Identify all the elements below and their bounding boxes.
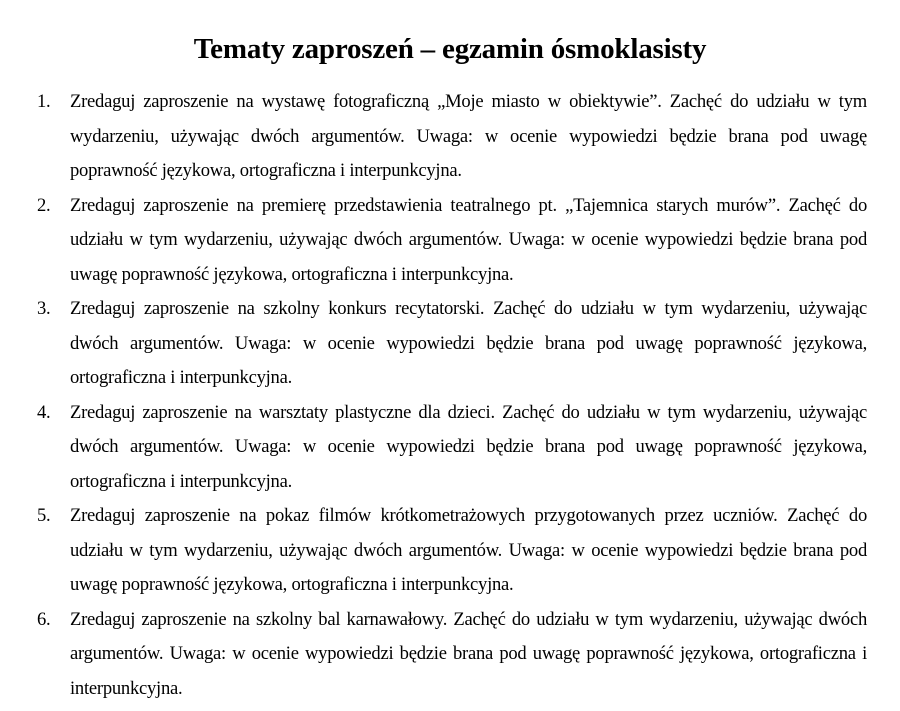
topic-item: [37, 499, 867, 603]
document-title: Tematy zaproszeń – egzamin ósmoklasisty: [193, 33, 707, 65]
topic-number: 3.: [37, 298, 51, 319]
topic-text: Zredaguj zaproszenie na warsztaty plastyczne dla dzieci. Zachęć do udziału w tym wydarzeniu, używając dwóch argumentów. Uwaga: w ocenie wypowiedzi będzie brana pod uwagę poprawność językowa, ortograficzna i interpunkcyjna.: [70, 401, 867, 492]
topic-text: Zredaguj zaproszenie na szkolny bal karnawałowy. Zachęć do udziału w tym wydarzeniu, używając dwóch argumentów. Uwaga: w ocenie wypowiedzi będzie brana pod uwagę poprawność językowa, ortograficzna i interpunkcyjna.: [70, 608, 867, 699]
topic-text: Zredaguj zaproszenie na szkolny konkurs recytatorski. Zachęć do udziału w tym wydarzeniu, używając dwóch argumentów. Uwaga: w ocenie wypowiedzi będzie brana pod uwagę poprawność językowa, ortograficzna i interpunkcyjna.: [70, 298, 867, 388]
topic-number: 4.: [37, 401, 51, 423]
topic-number: 1.: [37, 91, 51, 112]
topic-number: 2.: [37, 194, 51, 216]
topic-item: [37, 189, 867, 293]
topic-text: Zredaguj zaproszenie na pokaz filmów krótkometrażowych przygotowanych przez uczniów. Zachęć do udziału w tym wydarzeniu, używając dwóch argumentów. Uwaga: w ocenie wypowiedzi będzie brana pod uwagę poprawność językowa, ortograficzna i interpunkcyjna.: [70, 505, 867, 595]
topic-item: [37, 603, 867, 707]
topic-text: Zredaguj zaproszenie na premierę przedstawienia teatralnego pt. „Tajemnica starych murów”. Zachęć do udziału w tym wydarzeniu, używając dwóch argumentów. Uwaga: w ocenie wypowiedzi będzie brana pod uwagę poprawność językowa, ortograficzna i interpunkcyjna.: [70, 194, 867, 285]
topic-item: [37, 292, 867, 396]
topics-list: [37, 85, 867, 706]
topic-number: 5.: [37, 505, 51, 526]
topic-item: [37, 396, 867, 500]
topic-number: 6.: [37, 608, 51, 630]
topic-text: Zredaguj zaproszenie na wystawę fotograficzną „Moje miasto w obiektywie”. Zachęć do udziału w tym wydarzeniu, używając dwóch argumentów. Uwaga: w ocenie wypowiedzi będzie brana pod uwagę poprawność językowa, ortograficzna i interpunkcyjna.: [70, 91, 867, 181]
topic-item: [37, 85, 867, 189]
